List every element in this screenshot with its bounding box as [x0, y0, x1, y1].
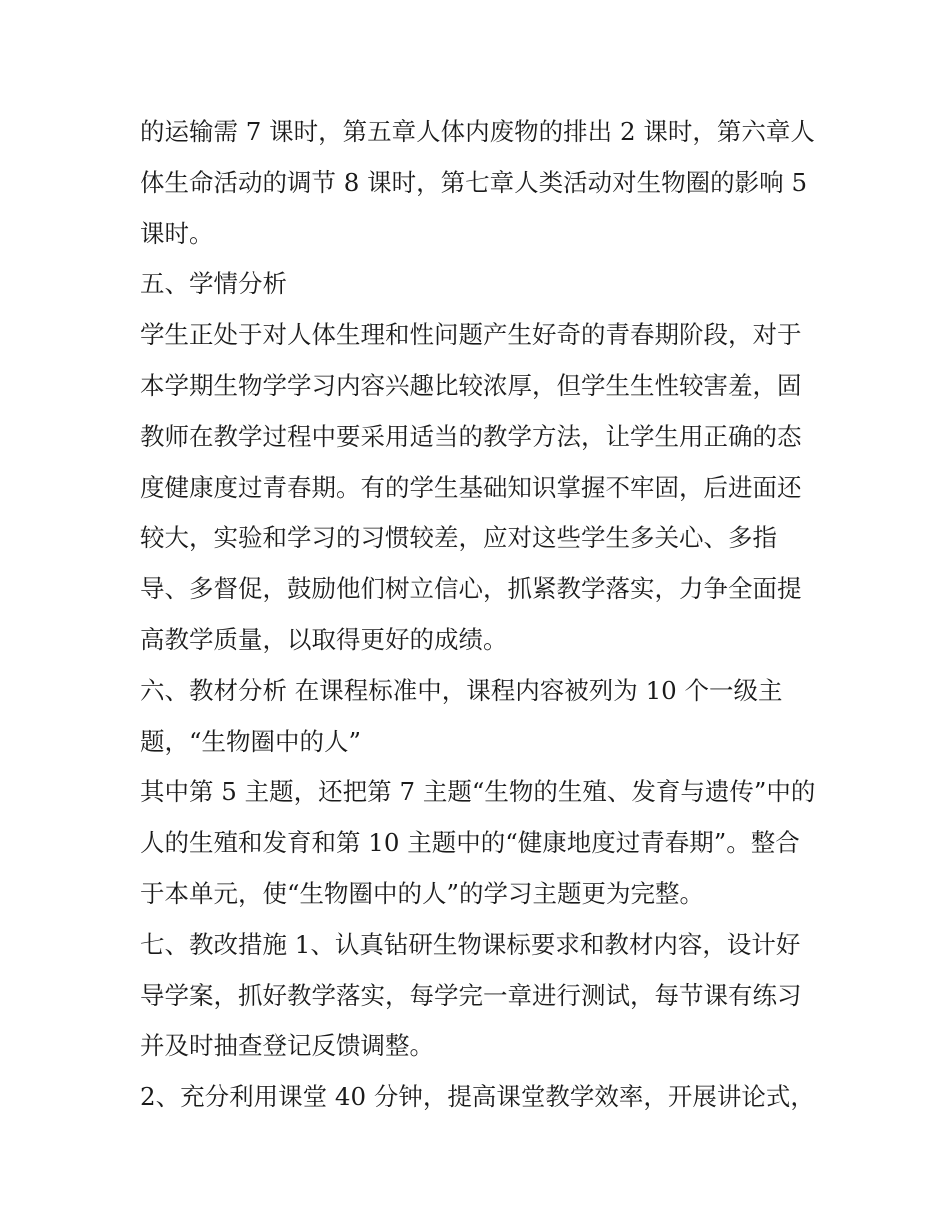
text-line: 高教学质量，以取得更好的成绩。 — [140, 624, 508, 654]
section-heading: 七、教改措施 1、认真钻研生物课标要求和教材内容，设计好 — [140, 929, 801, 959]
text-line: 并及时抽查登记反馈调整。 — [140, 1031, 434, 1061]
text-line: 学生正处于对人体生理和性问题产生好奇的青春期阶段，对于 — [140, 320, 802, 350]
text-line: 本学期生物学学习内容兴趣比较浓厚，但学生生性较害羞，固 — [140, 370, 802, 400]
text-line: 课时。 — [140, 218, 214, 248]
section-heading: 六、教材分析 在课程标准中，课程内容被列为 10 个一级主 — [140, 675, 783, 705]
text-line: 于本单元，使“生物圈中的人”的学习主题更为完整。 — [140, 878, 705, 908]
text-line: 较大，实验和学习的习惯较差，应对这些学生多关心、多指 — [140, 523, 777, 553]
document-body — [140, 107, 820, 1123]
section-heading: 五、学情分析 — [140, 269, 287, 299]
text-line: 题，“生物圈中的人” — [140, 726, 362, 756]
text-line: 体生命活动的调节 8 课时，第七章人类活动对生物圈的影响 5 — [140, 167, 808, 197]
text-line: 教师在教学过程中要采用适当的教学方法，让学生用正确的态 — [140, 421, 802, 451]
text-line: 的运输需 7 课时，第五章人体内废物的排出 2 课时，第六章人 — [140, 117, 815, 146]
text-line: 度健康度过青春期。有的学生基础知识掌握不牢固，后进面还 — [140, 472, 802, 502]
text-line: 导学案，抓好教学落实，每学完一章进行测试，每节课有练习 — [140, 980, 802, 1010]
text-line: 导、多督促，鼓励他们树立信心，抓紧教学落实，力争全面提 — [140, 574, 802, 604]
text-line: 人的生殖和发育和第 10 主题中的“健康地度过青春期”。整合 — [140, 828, 800, 858]
text-line: 2、充分利用课堂 40 分钟，提高课堂教学效率，开展讲论式， — [140, 1082, 815, 1112]
text-line: 其中第 5 主题，还把第 7 主题“生物的生殖、发育与遗传”中的 — [140, 777, 816, 807]
